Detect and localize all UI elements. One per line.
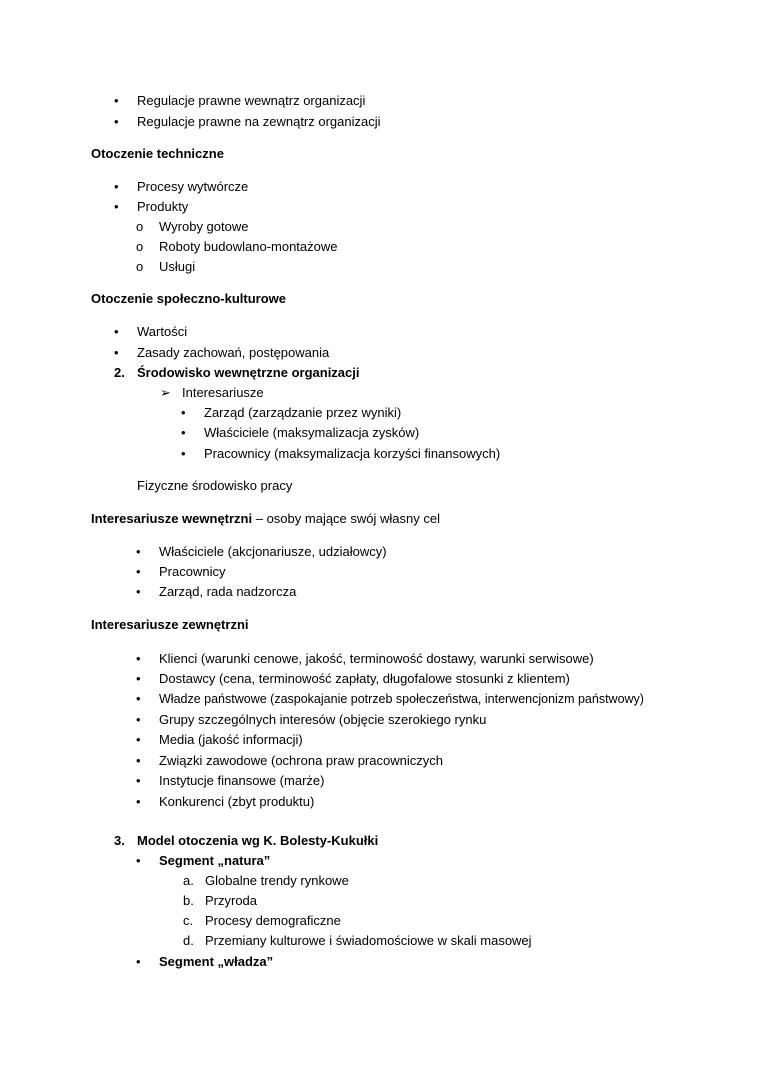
bullet-marker: • xyxy=(181,446,186,461)
bullet-marker: • xyxy=(181,425,186,440)
bullet-marker: • xyxy=(136,691,141,706)
circle-marker: o xyxy=(136,239,144,254)
bullet-marker: • xyxy=(114,199,119,214)
bullet-marker: • xyxy=(136,712,141,727)
circle-marker: o xyxy=(136,259,144,274)
bullet-marker: • xyxy=(136,544,141,559)
list-letter: c. xyxy=(183,913,194,928)
bullet-marker: • xyxy=(136,732,141,747)
list-letter: b. xyxy=(183,893,194,908)
arrow-marker-icon: ➢ xyxy=(160,385,171,400)
list-letter: d. xyxy=(183,933,194,948)
bullet-marker: • xyxy=(136,671,141,686)
bullet-marker: • xyxy=(181,405,186,420)
bullet-marker: • xyxy=(136,584,141,599)
bullet-marker: • xyxy=(136,753,141,768)
bullet-marker: • xyxy=(114,114,119,129)
list-letter: a. xyxy=(183,873,194,888)
bullet-marker: • xyxy=(136,564,141,579)
circle-marker: o xyxy=(136,219,144,234)
list-number: 3. xyxy=(114,833,125,848)
list-number: 2. xyxy=(114,365,125,380)
bullet-marker: • xyxy=(136,651,141,666)
bullet-marker: • xyxy=(114,179,119,194)
bullet-marker: • xyxy=(114,345,119,360)
bullet-marker: • xyxy=(114,93,119,108)
bullet-marker: • xyxy=(136,853,141,868)
bullet-marker: • xyxy=(114,324,119,339)
bullet-marker: • xyxy=(136,954,141,969)
bullet-marker: • xyxy=(136,794,141,809)
bullet-marker: • xyxy=(136,773,141,788)
